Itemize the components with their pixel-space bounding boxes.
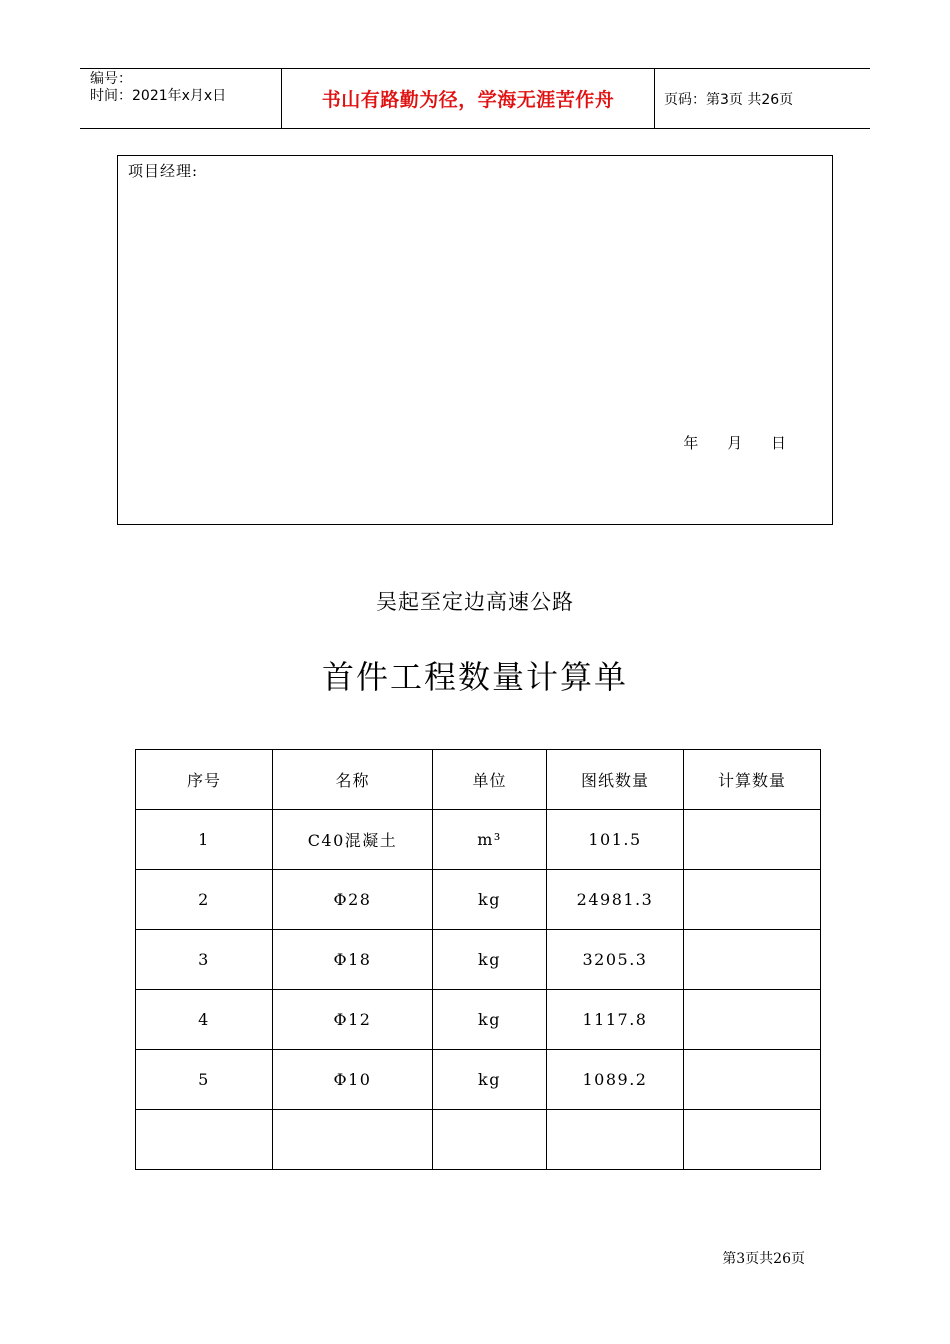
table-row: [136, 1050, 821, 1110]
table-cell: m³: [433, 810, 547, 870]
header-cell: 序号: [136, 750, 273, 810]
page-footer: 第3页共26页: [722, 1251, 805, 1267]
document-subtitle: 吴起至定边高速公路: [376, 590, 574, 614]
header-cell: 名称: [273, 750, 433, 810]
header-page-info: 页码：第3页 共26页: [664, 91, 794, 108]
table-row: [136, 870, 821, 930]
table-cell: Φ28: [273, 870, 433, 930]
table-row: [136, 990, 821, 1050]
table-cell: [273, 1110, 433, 1170]
table-cell: kg: [433, 870, 547, 930]
table-cell: [684, 810, 821, 870]
project-manager-box: [117, 155, 833, 525]
table-cell: kg: [433, 930, 547, 990]
table-row: [136, 930, 821, 990]
table-cell: kg: [433, 1050, 547, 1110]
table-cell: [684, 870, 821, 930]
date-month: 月: [727, 434, 743, 452]
project-manager-label: 项目经理:: [128, 162, 199, 180]
signature-date: [683, 432, 786, 453]
number-label: 编号：: [90, 71, 132, 87]
table-cell: [433, 1110, 547, 1170]
table-cell: Φ18: [273, 930, 433, 990]
table-cell: 4: [136, 990, 273, 1050]
table-cell: [684, 990, 821, 1050]
table-cell: 1: [136, 810, 273, 870]
table-cell: 101.5: [547, 810, 684, 870]
table-cell: [684, 930, 821, 990]
document-header: [80, 68, 870, 129]
table-cell: 3205.3: [547, 930, 684, 990]
table-cell: 5: [136, 1050, 273, 1110]
table-cell: [684, 1050, 821, 1110]
table-cell: Φ10: [273, 1050, 433, 1110]
header-meta: [80, 69, 282, 128]
header-cell: 单位: [433, 750, 547, 810]
table-cell: [136, 1110, 273, 1170]
table-cell: [547, 1110, 684, 1170]
table-cell: 24981.3: [547, 870, 684, 930]
table-row: [136, 1110, 821, 1170]
table-row: [136, 810, 821, 870]
table-cell: 1089.2: [547, 1050, 684, 1110]
quantity-table: [135, 749, 821, 1170]
table-cell: kg: [433, 990, 547, 1050]
table-cell: 2: [136, 870, 273, 930]
time-label: 时间：2021年x月x日: [90, 88, 227, 104]
date-year: 年: [683, 434, 699, 452]
table-cell: [684, 1110, 821, 1170]
header-motto: 书山有路勤为径，学海无涯苦作舟: [282, 69, 655, 128]
table-cell: C40混凝土: [273, 810, 433, 870]
date-day: 日: [770, 434, 786, 452]
table-cell: 1117.8: [547, 990, 684, 1050]
header-cell: 图纸数量: [547, 750, 684, 810]
header-cell: 计算数量: [684, 750, 821, 810]
document-title: 首件工程数量计算单: [321, 658, 628, 696]
table-cell: 3: [136, 930, 273, 990]
table-cell: Φ12: [273, 990, 433, 1050]
table-header-row: [136, 750, 821, 810]
